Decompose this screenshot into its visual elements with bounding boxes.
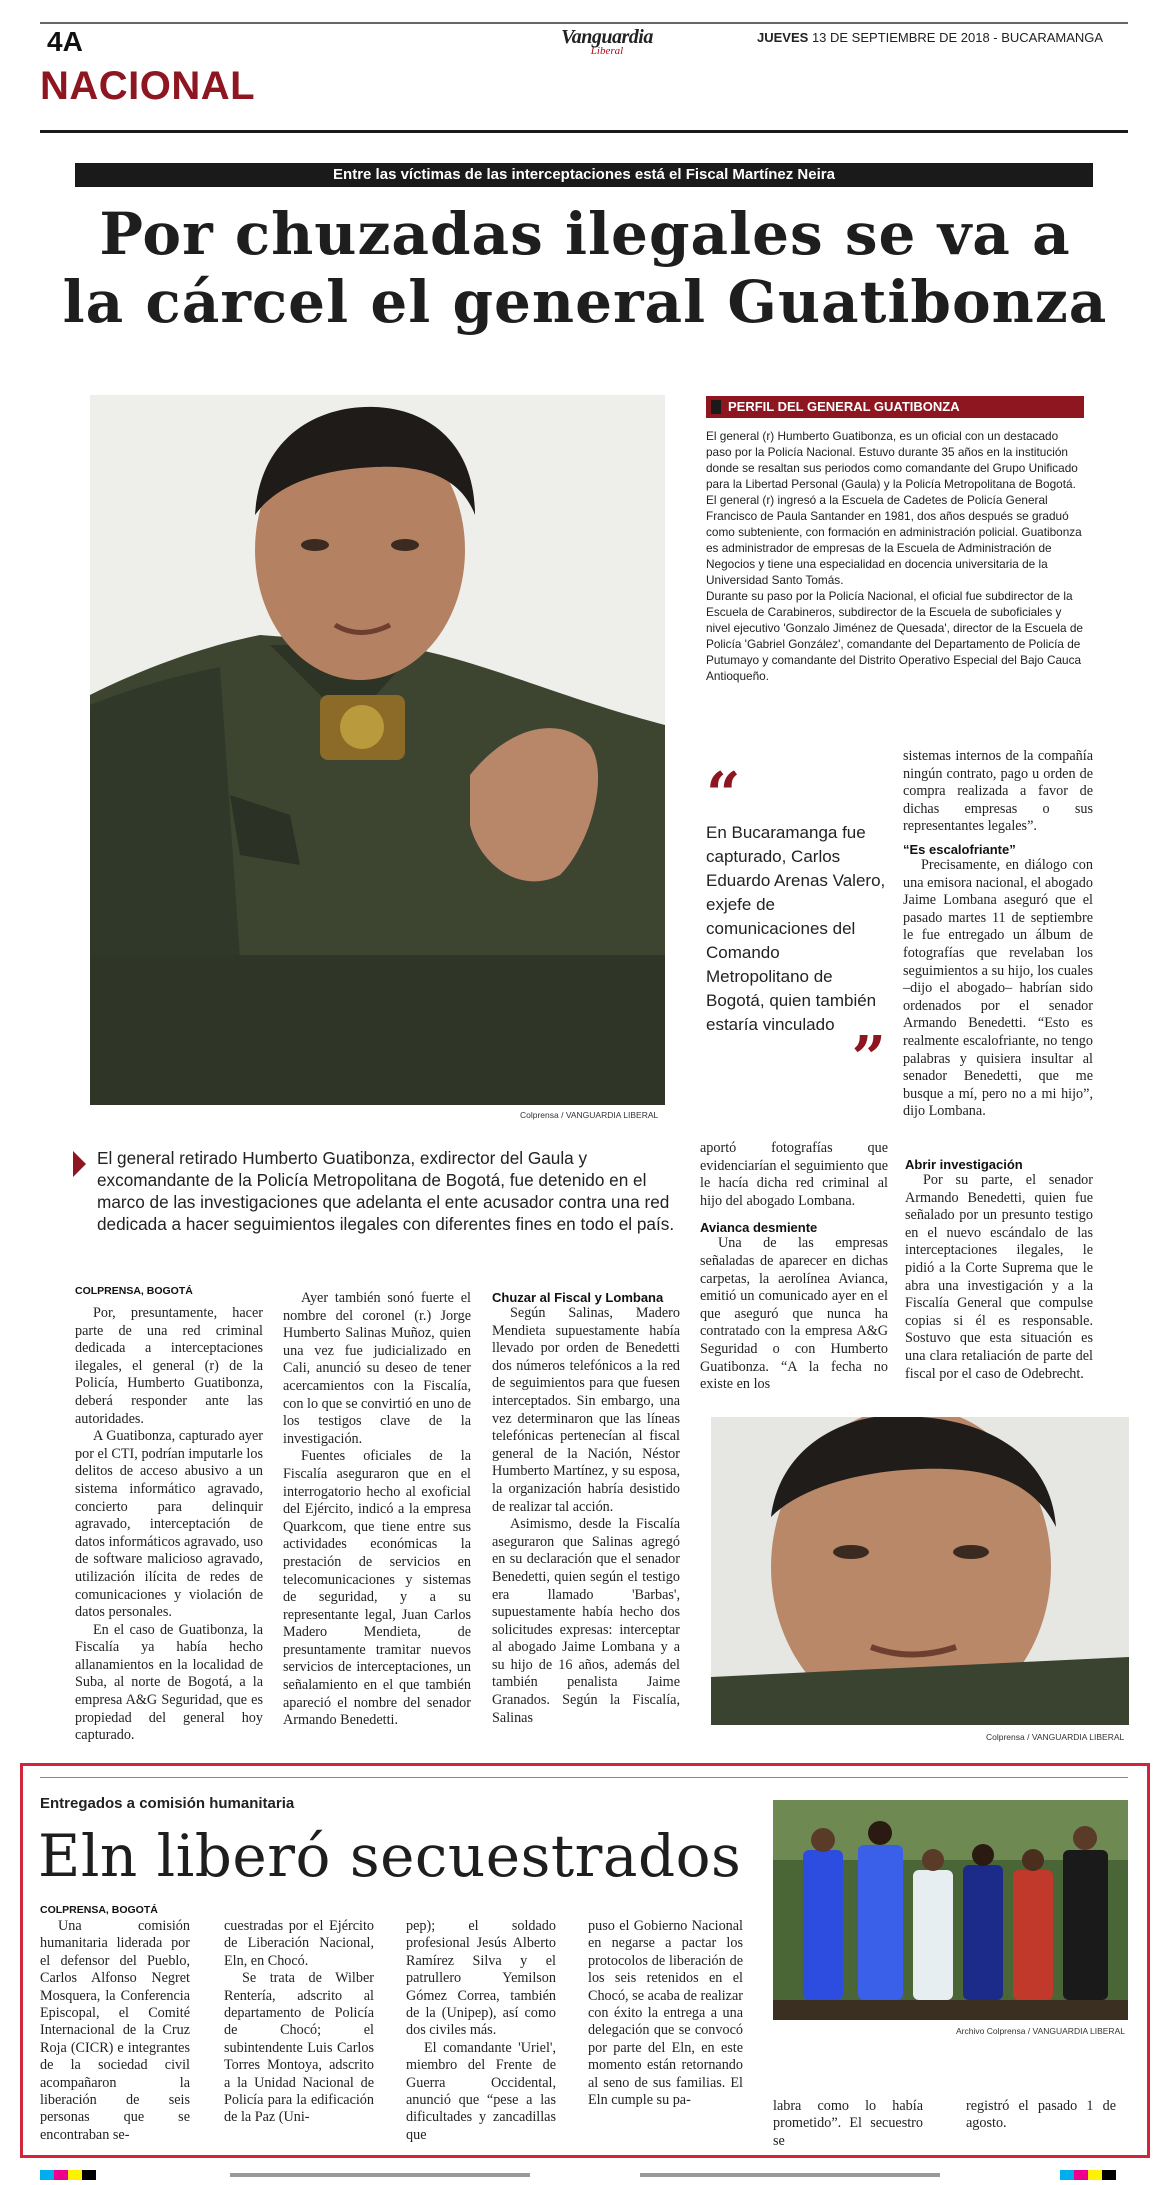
bottom-column-3 [406,1918,556,2144]
bottom-column-4 [588,1918,743,2109]
paragraph: Fuentes oficiales de la Fiscalía aseguraron que en el interrogatorio hecho al exoficial del Ejército, indicó a la empresa Quarkcom, que tiene entre sus actividades económicas la prestación de servicios en telecomunicaciones y sistemas de seguridad, y a su representante legal, Juan Carlos Madero Mendieta, de presuntamente tramitar nuevos servicios de interceptaciones, un señalamiento en el que también apareció el nombre del senador Armando Benedetti. [283,1448,471,1729]
section-title: NACIONAL [40,64,256,108]
article-column-4 [700,1140,888,1394]
bottom-column-1 [40,1904,190,2144]
open-quote-icon: “ [706,760,741,830]
byline: COLPRENSA, BOGOTÁ [75,1285,193,1297]
print-registration-marks [0,2170,1173,2180]
profile-paragraph: El general (r) ingresó a la Escuela de Cadetes de Policía General Francisco de Paula Santander en 1981, dos años después se graduó como subteniente, con formación en administración policial. Guatibonza es administrador de empresas de la Escuela de Administración de Negocios y tiene una especialidad en docencia universitaria de la Universidad Santo Tomás. [706,493,1082,587]
dateline [757,30,1103,45]
general-closeup-photo [711,1417,1129,1725]
article-column-5 [903,748,1093,1121]
profile-text [706,428,1084,684]
paragraph: El comandante 'Uriel', miembro del Frente de Guerra Occidental, anunció que “pese a las dificultades y zancadillas que [406,2039,556,2143]
bottom-column-6 [966,2098,1116,2133]
logo-sub: Liberal [590,45,624,57]
paragraph: Asimismo, desde la Fiscalía aseguraron que Salinas agregó en su declaración que el senador Benedetti, quien según el testigo era llamado 'Barbas', supuestamente había hecho dos solicitudes expresas: interceptar al abogado Jaime Lombana y a su hijo de 16 años, además del también penalista Jaime Granados. Según la Fiscalía, Salinas [492,1516,680,1726]
logo-main: Vanguardia [561,26,653,48]
profile-box [706,396,1084,684]
article-column-1 [75,1285,263,1745]
paragraph: En el caso de Guatibonza, la Fiscalía ya había hecho allanamientos en la localidad de Suba, al norte de Bogotá, a la empresa A&G Seguridad, que es propiedad del general hoy capturado. [75,1621,263,1744]
general-closeup-illustration [711,1417,1129,1725]
paragraph: labra como lo había prometido”. El secuestro se [773,2098,923,2149]
photo2-credit: Colprensa / VANGUARDIA LIBERAL [986,1732,1125,1742]
bottom-photo-credit: Archivo Colprensa / VANGUARDIA LIBERAL [956,2026,1125,2036]
paragraph: registró el pasado 1 de agosto. [966,2098,1116,2132]
article-headline [60,200,1110,336]
newspaper-logo [552,26,662,57]
pull-quote [706,760,886,1094]
subheading: Abrir investigación [905,1157,1023,1172]
article-column-2 [283,1290,471,1730]
section-rule [40,130,1128,133]
paragraph: Según Salinas, Madero Mendieta supuestamente había llevado por orden de Benedetti dos números telefónicos a la red de seguimientos para que fuesen interceptados. Sin embargo, una vez determinaron que las líneas telefónicas pertenecían al fiscal general de la Nación, Néstor Humberto Martínez, y su esposa, la organización habría desistido de realizar tal acción. [492,1305,680,1515]
headline-line-1: Por chuzadas ilegales se va a [99,200,1071,268]
article-column-3 [492,1290,680,1727]
photo-caption [75,1147,675,1235]
dateline-day: JUEVES [757,30,809,45]
bottom-column-5 [773,2098,923,2150]
bottom-headline: Eln liberó secuestrados [38,1822,742,1890]
paragraph: Una de las empresas señaladas de aparecer en dichas carpetas, la aerolínea Avianca, emitió un comunicado ayer en el que aseguró que nunca ha contratado con la empresa A&G Seguridad o con Humberto Guatibonza. “A la fecha no existe en los [700,1235,888,1393]
bottom-byline: COLPRENSA, BOGOTÁ [40,1904,158,1916]
profile-paragraph: El general (r) Humberto Guatibonza, es un oficial con un destacado paso por la Policía Nacional. Estuvo durante 35 años en la institución donde se resaltan sus periodos como comandante del Grupo Unificado para la Libertad Personal (Gaula) y la Policía Metropolitana de Bogotá. [706,429,1078,491]
article-column-5-cont [905,1157,1093,1383]
released-hostages-photo [773,1800,1128,2020]
caption-arrow-icon [73,1151,86,1177]
bottom-rule [40,1777,1128,1778]
paragraph: pep); el soldado profesional Jesús Alberto Ramírez Silva y el patrullero Yemilson Gómez Correa, también de la (Unipep), así como dos civiles más. [406,1918,556,2039]
article-kicker: Entre las víctimas de las interceptaciones está el Fiscal Martínez Neira [75,163,1093,187]
paragraph: Una comisión humanitaria liderada por el defensor del Pueblo, Carlos Alfonso Negret Mosquera, la Conferencia Episcopal, el Comité Internacional de la Cruz Roja (CICR) e integrantes de la sociedad civil acompañaron la liberación de seis personas que se encontraban se- [40,1918,190,2143]
bottom-kicker: Entregados a comisión humanitaria [40,1795,295,1812]
dateline-date: 13 DE SEPTIEMBRE DE 2018 - BUCARAMANGA [811,30,1104,45]
paragraph: Por su parte, el senador Armando Benedetti, quien fue señalado por un presunto testigo en el nuevo escándalo de las interceptaciones ilegales, le pidió a la Corte Suprema que le abra una investigación y a la Fiscalía General que compulse copias si él es responsable. Sostuvo que esta situación es una clara retaliación de parte del fiscal por el caso de Odebrecht. [905,1172,1093,1382]
paragraph: aportó fotografías que evidenciarían el seguimiento que le hacía dicha red criminal al hijo del abogado Lombana. [700,1140,888,1209]
released-hostages-illustration [773,1800,1128,2020]
paragraph: cuestradas por el Ejército de Liberación Nacional, Eln, en Chocó. [224,1918,374,1969]
print-color-bar [0,2167,1173,2177]
caption-text: El general retirado Humberto Guatibonza, exdirector del Gaula y excomandante de la Policía Metropolitana de Bogotá, fue detenido en el marco de las investigaciones que adelanta el ente acusador contra una red dedicada a hacer seguimientos ilegales con diferentes fines en todo el país. [97,1148,675,1234]
paragraph: Ayer también sonó fuerte el nombre del coronel (r.) Jorge Humberto Salinas Muñoz, quien una vez fue judicializado en Cali, anunció su deseo de tener acercamientos con la Fiscalía, con lo que se convirtió en uno de los testigos clave de la investigación. [283,1290,471,1447]
subheading: Chuzar al Fiscal y Lombana [492,1290,664,1305]
paragraph: Precisamente, en diálogo con una emisora nacional, el abogado Jaime Lombana aseguró que el pasado martes 11 de septiembre le fue entregado un álbum de fotografías que revelaban los seguimientos a su hijo, los cuales –dijo el abogado– habrían sido ordenados por el senador Armando Benedetti. “Esto es realmente escalofriante, no tengo palabras y quisiera insultar al senador Benedetti, que me busque a mí, pero no a mi hijo”, dijo Lombana. [903,856,1093,1120]
paragraph: puso el Gobierno Nacional en negarse a pactar los protocolos de liberación de los seis retenidos en el Chocó, se acaba de realizar con éxito la entrega a una delegación que se convocó por parte del Eln, en este momento están retornando al seno de sus familias. El Eln cumple su pa- [588,1918,743,2109]
paragraph: Se trata de Wilber Rentería, adscrito al departamento de Policía de Chocó; el subintendente Luis Carlos Torres Montoya, adscrito a la Unidad Nacional de Policía para la edificación de la Paz (Uni- [224,1970,374,2126]
pull-quote-text: En Bucaramanga fue capturado, Carlos Eduardo Arenas Valero, exjefe de comunicaciones del Comando Metropolitano de Bogotá, quien también estaría vinculado [706,823,886,1034]
page-number: 4A [47,26,83,57]
general-portrait-illustration [90,395,665,1105]
paragraph: A Guatibonza, capturado ayer por el CTI, podrían imputarle los delitos de acceso abusivo a un sistema informático agravado, concierto para delinquir agravado, interceptación de datos informáticos agravado, uso de software malicioso agravado, utilización ilícita de redes de comunicaciones y violación de datos personales. [75,1428,263,1621]
profile-title: PERFIL DEL GENERAL GUATIBONZA [706,396,1084,418]
photo1-credit: Colprensa / VANGUARDIA LIBERAL [520,1110,659,1120]
paragraph: Por, presuntamente, hacer parte de una red criminal dedicada a interceptaciones ilegales, el general (r) de la Policía, Humberto Guatibonza, deberá responder ante las autoridades. [75,1305,263,1427]
close-quote-icon: ” [851,1024,886,1094]
subheading: “Es escalofriante” [903,841,1016,857]
profile-paragraph: Durante su paso por la Policía Nacional, el oficial fue subdirector de la Escuela de Carabineros, subdirector de la Escuela de suboficiales y nivel ejecutivo 'Gonzalo Jiménez de Quesada', director de la Escuela de Policía 'Gabriel González', comandante del Departamento de Policía de Putumayo y comandante del Distrito Operativo Especial del Bajo Cauca Antioqueño. [706,589,1083,683]
general-portrait-photo [90,395,665,1105]
bottom-column-2 [224,1918,374,2127]
top-rule [40,22,1128,24]
paragraph: sistemas internos de la compañía ningún contrato, pago u orden de compra realizada a favor de dichas empresas o sus representantes legales”. [903,748,1093,835]
headline-line-2: la cárcel el general Guatibonza [62,268,1108,336]
subheading: Avianca desmiente [700,1220,818,1236]
